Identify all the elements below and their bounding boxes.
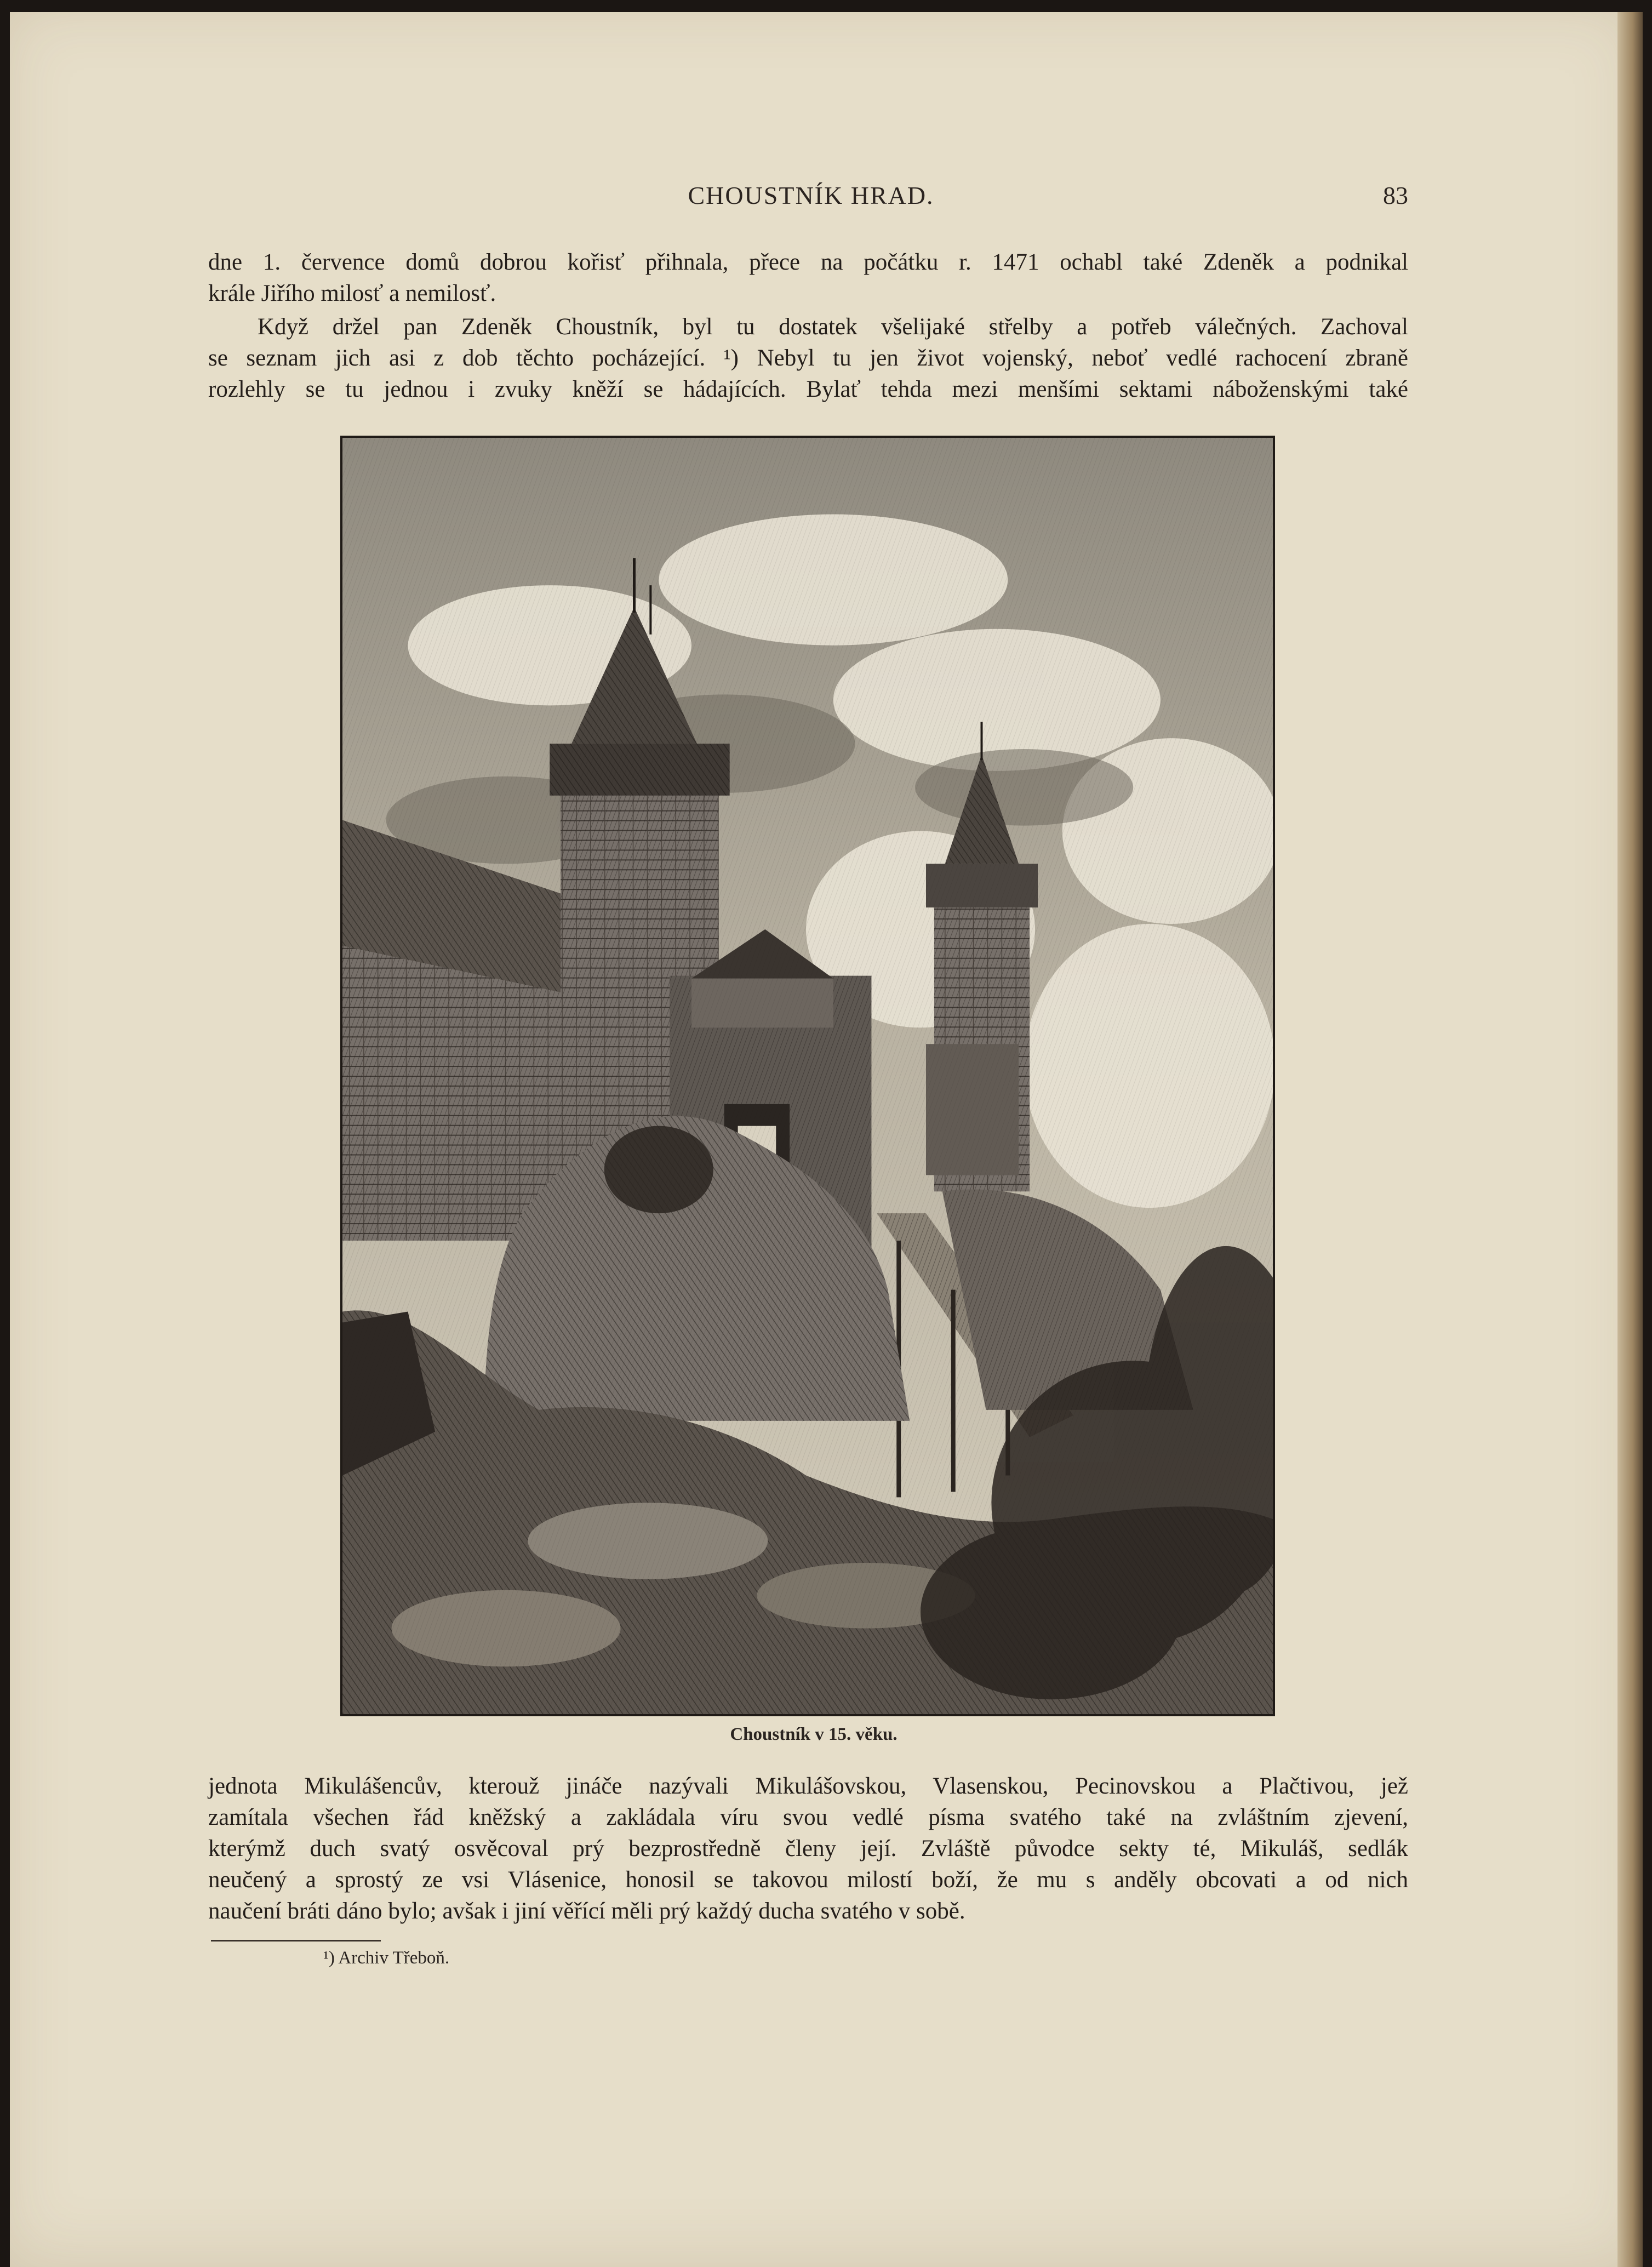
castle-engraving <box>340 436 1275 1716</box>
text-line: dne 1. července domů dobrou kořisť přihnala, přece na počátku r. 1471 ochabl také Zdeněk a podnikal <box>208 249 1408 275</box>
running-title: CHOUSTNÍK HRAD. <box>688 181 934 209</box>
text-line: Když držel pan Zdeněk Choustník, byl tu dostatek všelijaké střelby a potřeb válečných. Zachoval <box>258 314 1408 340</box>
paragraph-1 <box>208 247 1408 309</box>
figure-caption: Choustník v 15. věku. <box>730 1724 898 1744</box>
page-edge <box>1617 0 1643 2267</box>
text-line: jednota Mikulášencův, kterouž jináče nazývali Mikulášovskou, Vlasenskou, Pecinovskou a Plačtivou, jež <box>208 1773 1408 1799</box>
paragraph-3 <box>208 1771 1408 1927</box>
text-line: neučený a sprostý ze vsi Vlásenice, honosil se takovou milostí boží, že mu s anděly obcovati a od nich <box>208 1867 1408 1893</box>
footnote-rule <box>211 1940 381 1941</box>
text-line: kterýmž duch svatý osvěcoval prý bezprostředně členy její. Zvláště původce sekty té, Mikuláš, sedlák <box>208 1836 1408 1861</box>
page-number: 83 <box>1383 181 1408 209</box>
text-line: se seznam jich asi z dob těchto pocházející. ¹) Nebyl tu jen život vojenský, neboť vedlé rachocení zbraně <box>208 345 1408 371</box>
text-line: krále Jiřího milosť a nemilosť. <box>208 281 496 306</box>
text-line: naučení bráti dáno bylo; avšak i jiní věřící měli prý každý ducha svatého v sobě. <box>208 1898 965 1924</box>
text-line: zamítala všechen řád kněžský a zakládala víru svou vedlé písma svatého také na zvláštním zjevení, <box>208 1805 1408 1830</box>
footnote <box>323 1948 762 1975</box>
scan-border-top <box>0 0 1652 12</box>
text-line: rozlehly se tu jednou i zvuky kněží se hádajících. Bylať tehda mezi menšími sektami náboženskými také <box>208 376 1408 402</box>
footnote-marker: ¹) <box>323 1948 335 1968</box>
footnote-text: Archiv Třeboň. <box>338 1948 450 1968</box>
scan-border-left <box>0 0 10 2267</box>
paragraph-2 <box>208 311 1408 405</box>
